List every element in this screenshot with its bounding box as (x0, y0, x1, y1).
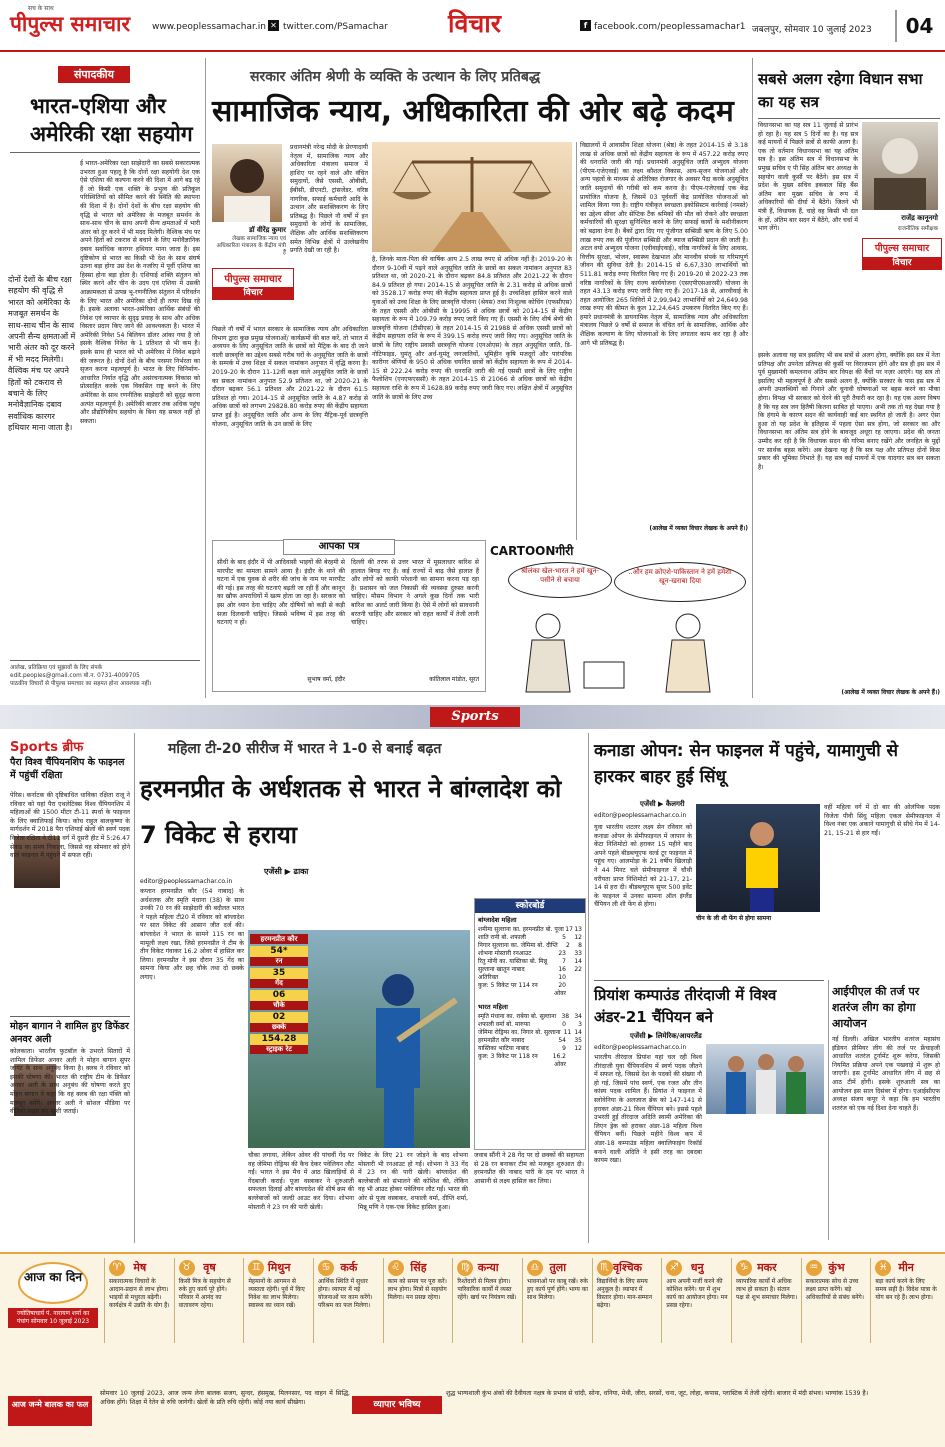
right-vichar-badge (862, 238, 942, 270)
main-col1: प्रधानमंत्री नरेन्द्र मोदी के प्रेरणादायी नेतृत्व में, सामाजिक न्याय और अधिकारिता मंत्रालय समाज में हाशिए पर रहने वाले और वंचित समुदायों, जैसे एससी, ओबीसी, ईबीसी, डीएनटी, ट्रांसजेंडर, वरिष्ठ नागरिक, सफाई कर्मचारी आदि के उत्थान और सशक्तिकरण के लिए प्रतिबद्ध है। पिछले नौ वर्षों में इन समुदायों के लोगों के सामाजिक, शैक्षिक और आर्थिक सशक्तिकरण समेत विभिन्न क्षेत्रों में उल्लेखनीय प्रगति देखी जा रही है। (290, 144, 368, 255)
scoreboard-stat: 20 ओवर (554, 982, 566, 997)
zodiac-symbol-icon: ♍ (457, 1260, 473, 1276)
cartoon-title: CARTOONगीरी (490, 544, 574, 558)
scoreboard-row (475, 974, 585, 982)
masthead-logo: पीपुल्स समाचार (10, 11, 131, 36)
scoreboard-stat: 35 (574, 1037, 582, 1044)
badminton-body2: वहीं महिला वर्ग में दो बार की ओलंपिक पदक विजेता पीवी सिंधु महिला एकल सेमीफाइनल में विश्व नंबर एक अकाने यामागुची से सीधे गेम में 14-21, 15-21 से हार गईं। (824, 804, 940, 837)
rashi-name: मिथुन (267, 1261, 291, 1274)
stat-label: स्ट्राइक रेट (250, 1045, 308, 1054)
rashi-name: कुंभ (828, 1261, 845, 1274)
rashi-text: आर्थिक स्थिति में सुधार होगा। व्यापार में नई योजनाओं पर काम करेंगे। परिश्रम का फल मिलेगा। (318, 1278, 373, 1309)
zodiac-symbol-icon: ♎ (527, 1260, 543, 1276)
scoreboard-stat: 22 (574, 966, 582, 973)
scoreboard-player: शफाली वर्मा बो. मारुफा (478, 1021, 530, 1028)
scoreboard-stat (566, 974, 582, 982)
scoreboard-player: अतिरिक्त (478, 974, 499, 981)
rashi-name: वृष (203, 1261, 216, 1274)
letter-2: दिल्ली की तरफ से उत्तर भारत में मूसलाधार बारिश से हालात बिगड़ गए हैं। कई राज्यों में बाढ़ जैसे हालात हैं और लोगों को काफी परेशानी का सामना करना पड़ रहा है। प्रशासन को जल निकासी की व्यवस्था दुरुस्त करनी चाहिए। मौसम विभाग ने अगले कुछ दिनों तक भारी बारिश का अलर्ट जारी किया है। ऐसे में लोगों को सावधानी बरतनी चाहिए और सरकार को राहत कार्यों में तेजी लानी चाहिए। (351, 559, 479, 627)
rashi-card (452, 1258, 523, 1343)
rashi-text: भावनाओं पर काबू रखें। रुके हुए कार्य पूर्ण होंगे। भाग्य का साथ मिलेगा। (527, 1278, 589, 1301)
rashi-text: मेहमानों के आगमन से व्यस्तता रहेगी। पूर्व में किए निवेश का लाभ मिलेगा। स्वास्थ्य का ध्यान रखें। (248, 1278, 305, 1309)
cricket-body3: विकेट के लिए 21 रन जोड़ने के बाद शोभना मोस्तारी भी रनआउट हो गईं। शोभना ने 33 गेंद में 23 रन की पारी खेली। बांग्लादेश की बल्लेबाजी को संभालने की कोशिश की, लेकिन वह भी आउट होकर पवेलियन लौट गईं। भारत की ओर से पूजा वस्त्राकर, शफाली वर्मा, दीप्ति शर्मा, मिन्नू मणि ने एक-एक विकेट हासिल हुआ। (358, 1152, 468, 1211)
cricket-body4: जवाब सौंनी ने 28 गेंद पर दो छक्कों की सहायता से 28 रन बनाकर टीम को मजबूत शुरुआत दी। हरमनप्रीत की नाबाद पारी के दम पर भारत ने आसानी से लक्ष्य हासिल कर लिया। (474, 1152, 584, 1185)
zodiac-symbol-icon: ♋ (318, 1260, 334, 1276)
rashi-text: विद्यार्थियों के लिए समय अनुकूल है। व्यापार में विस्तार होगा। मान-सम्मान बढ़ेगा। (596, 1278, 653, 1309)
letters-title: आपका पत्र (283, 539, 395, 555)
stat-rows (250, 946, 308, 1054)
scoreboard-row (475, 1021, 585, 1029)
stat-value: 54* (250, 946, 308, 957)
archery-email[interactable]: editor@peoplessamachar.co.in (594, 1044, 687, 1051)
rashi-text: रिश्तेदारों से मिलन होगा। पारिवारिक कार्यों में व्यस्त रहेंगे। खर्च पर नियंत्रण रखें। (457, 1278, 517, 1301)
twitter-icon: ✕ (268, 20, 279, 31)
facebook-link[interactable]: facebook.com/peoplessamachar1 (594, 22, 746, 32)
scoreboard-player: शोभना मोस्तारी रनआउट (478, 950, 532, 957)
scoreboard-title: स्कोरबोर्ड (475, 899, 585, 913)
brief2-body: कोलकाता। भारतीय फुटबॉल के उभरते सितारों में शामिल डिफेंडर अनवर अली ने मोहन बागान सुपर जायंट के साथ अनुबंध किया है। क्लब ने रविवार को इसकी घोषणा की। भारत की राष्ट्रीय टीम के डिफेंडर अनवर अली के साथ अनुबंध की घोषणा करते हुए मोहन बागान ने कहा कि वह क्लब की रक्षा पंक्ति को मजबूत करेंगे। अनवर अली ने सोशल मीडिया पर वीडियो साझा कर खुशी जताई। (10, 1048, 130, 1116)
scoreboard-stat: 14 (574, 1029, 582, 1036)
editorial-footer (10, 664, 200, 688)
cartoon-drawing (488, 606, 750, 692)
horoscope-strip (0, 1252, 945, 1447)
rashi-text: आप अपनी मर्जी करने की कोशिश करेंगे। घर में शुभ कार्य का आयोजन होगा। मन प्रसन्न रहेगा। (666, 1278, 728, 1309)
zodiac-symbol-icon: ♉ (179, 1260, 195, 1276)
scoreboard-row (475, 1053, 585, 1069)
archery-medalists-photo (706, 1044, 824, 1114)
main-col2: है, जिनके माता-पिता की वार्षिक आय 2.5 लाख रुपए से अधिक नहीं है। 2019-20 के दौरान 9-10वीं में पढ़ने वाले अनुसूचित जाति के छात्रों का सकल नामांकन अनुपात 83 प्रतिशत था, जो 2020-21 के दौरान बढ़कर 84.8 प्रतिशत और 2021-22 के दौरान 84.9 प्रतिशत हो गया। 2014-15 से अनुसूचित जाति के 2.31 करोड़ से अधिक छात्रों को 3528.17 करोड़ रुपए की केंद्रीय सहायता प्राप्त हुई है। उच्चशिक्षा हासिल करने वाले युवाओं को उच्च शिक्षा के लिए छात्रवृत्ति योजना (श्रेयस) तथा निःशुल्क कोचिंग (एफसीएस) के तहत एससी और ओबीसी के 19995 से अधिक छात्रों को 2014-15 से केंद्रीय सहायता के रूप में 109.79 करोड़ रुपए जारी किए गए हैं। एससी के लिए शीर्ष श्रेणी की छात्रवृत्ति योजना (टीसीएस) के तहत 2014-15 से 21988 से अधिक एससी छात्रों को केंद्रीय सहायता राशि के रूप में 399.15 करोड़ रुपए जारी किए गए। अनुसूचित जाति के छात्रों के लिए राष्ट्रीय प्रवासी छात्रवृत्ति योजना (एनओएस) के तहत अनुसूचित जाति, डि-नोटिफाइड, घुमंतू और अर्ध-घुमंतू जनजातियों, भूमिहीन कृषि मजदूरों और पारंपरिक कारीगर श्रेणियों के 950 से अधिक चयनित छात्रों को केंद्रीय सहायता के रूप में 2014-15 से 222.24 करोड़ रुपए की धनराशि जारी की गई एससी छात्रों के लिए राष्ट्रीय फैलोशिप (एनएफएससी) के तहत 2014-15 से 21066 से अधिक छात्रों को केंद्रीय सहायता राशि के रूप में 1628.89 करोड़ रुपए जारी किए गए। लक्षित क्षेत्रों में अनुसूचित जाति के छात्रों के लिए उच्च (372, 256, 572, 401)
right-author-photo (862, 122, 938, 210)
rashi-text: बड़ा कार्य करने के लिए समय सही है। विदेश यात्रा के योग बन रहे हैं। लाभ होगा। (875, 1278, 937, 1301)
right-body2: इसके अलावा यह सत्र इसलिए भी सब सत्रों से अलग होगा, क्योंकि इस सत्र में नेता प्रतिपक्ष और उपनेता प्रतिपक्ष की कुर्सी पर विराजमान होंगे और सत्र ही इस सत्र में पूर्व मुख्यमंत्री कमलनाथ अंतिम बार विपक्ष की बैंचों पर नज़र आएंगे। यह सत्र तो इसलिए भी महत्वपूर्ण है और सबसे अलग है, क्योंकि सरकार के पास इस सत्र में अपनी उपलब्धियों को गिनाने और चुनावी घोषणाओं पर बहस करने का मौका होगा। विपक्ष भी सरकार को घेरने की पूरी तैयारी कर रहा है। यह एक अलग विषय है कि यह सत्र जन हितैषी कितना साबित हो पाएगा। अभी तक तो यह देखा गया है कि हंगामे के कारण सदन की कार्यवाही कई बार स्थगित हो जाती है। अगर ऐसा हुआ तो यह प्रदेश के इतिहास में पहला ऐसा सत्र होगा, जो सरकार का और विधानसभा का अंतिम सत्र होने के बावजूद अधूरा रह जाएगा। प्रदेश की जनता उम्मीद कर रही है कि विधायक सदन की गरिमा बनाए रखेंगे और जनहित के मुद्दों पर सार्थक बहस करेंगे। अब देखना यह है कि सत्र पक्ष और प्रतिपक्ष दोनों किस प्रकार की भूमिका निभाते हैं। यह सत्र कई मायनों में एक यादगार सत्र बन सकता है। (758, 352, 940, 471)
cricket-body1: कप्तान हरमनप्रीत कौर (54 नाबाद) के अर्धशतक और स्मृति मंधाना (38) के साथ उनकी 70 रन की साझेदारी की बदौलत भारत ने पहले महिला टी20 में रविवार को बांग्लादेश पर सात विकेट की आसान जीत दर्ज की। बांग्लादेश ने भारत के सामने 115 रन का मामूली लक्ष्य रखा, जिसे हरमनप्रीत ने टीम के तीन विकेट गंवाकर 16.2 ओवर में हासिल कर लिया। हरमनप्रीत ने इस दौरान 35 गेंद का सामना किया और छह चौके तथा दो छक्के लगाए। (140, 888, 244, 981)
scoreboard-player: कुल: 3 विकेट पर 118 रन (478, 1053, 538, 1060)
rashi-card (243, 1258, 314, 1343)
scoreboard-stat: 16 (558, 966, 566, 973)
website-link[interactable]: www.peoplessamachar.in (152, 22, 266, 32)
scoreboard-stat: 23 (558, 950, 566, 957)
right-footer: (आलेख में व्यक्त विचार लेखक के अपने हैं।) (841, 689, 940, 696)
right-vichar-badge-section: विचार (863, 257, 941, 269)
editorial-pullquote: दोनों देशों के बीच रक्षा सहयोग की वृद्धि से भारत को अमेरिका के मजबूत समर्थन के साथ-साथ चीन के साथ अपनी सैन्य क्षमताओं में भारी अंतर को दूर करने में भी मदद मिलेगी। वैश्विक मंच पर अपने हितों को टकराव से बचाने के लिए मनोवैज्ञानिक दबाव सर्वाधिक कारगर हथियार माना जाता है। (8, 275, 76, 433)
badminton-body: युवा भारतीय शटलर लक्ष्य सेन रविवार को कनाडा ओपन के सेमीफाइनल में जापान के केंटा निशिमोटो को हराकर 15 महीने बाद अपने पहले बीडब्ल्यूएफ वर्ल्ड टूर फाइनल में पहुंच गए। आलमोड़ा के 21 वर्षीय खिलाड़ी ने 44 मिनट चले सेमीफाइनल में चौथी वरीयता प्राप्त निशिमोटो को 21-17, 21-14 से हरा दी। बीडब्ल्यूएफ सुपर 500 इवेंट के फाइनल में उनका सामना ऑल इंग्लैंड चैंपियन ली शी फेंग से होगा। (594, 824, 692, 909)
scoreboard-player: शमीमा सुल्ताना का. हरमनप्रीत बो. पूजा (478, 926, 564, 933)
letter-1: सीधी के बाद इंदौर में भी आदिवासी भाइयों की बेरहमी से मारपीट का मामला सामने आया है। इंदौर के थाने की घटना में एक युवक से शरीर की जांच के नाम पर मारपीट की गई। इस तरह की घटनाएं बढ़ती जा रही हैं और कानून का खौफ अपराधियों में खत्म होता जा रहा है। सरकार को इस ओर ध्यान देना चाहिए और दोषियों को कड़ी से कड़ी सजा दिलवानी चाहिए। जिससे भविष्य में इस तरह की घटनाएं न हों। (217, 559, 345, 627)
stat-label: रन (250, 957, 308, 966)
scoreboard-rows-2 (475, 1013, 585, 1069)
business-forecast-tag: व्यापार भविष्य (352, 1396, 442, 1414)
vichar-badge (212, 268, 294, 300)
scoreboard-row (475, 926, 585, 934)
facebook-icon: f (580, 20, 591, 31)
scoreboard-stat: 17 (565, 926, 573, 933)
rashi-card (383, 1258, 454, 1343)
rashi-card (661, 1258, 732, 1343)
scoreboard-player: हरमनप्रीत कौर नाबाद (478, 1037, 525, 1044)
scales-illustration (372, 142, 572, 252)
scoreboard-stat (566, 982, 582, 998)
scoreboard-row (475, 958, 585, 966)
rashi-name: कर्क (340, 1261, 358, 1274)
scoreboard-row (475, 942, 585, 950)
scoreboard-row (475, 966, 585, 974)
sports-banner-label: Sports (430, 707, 520, 727)
rashi-card (731, 1258, 802, 1343)
zodiac-symbol-icon: ♐ (666, 1260, 682, 1276)
zodiac-symbol-icon: ♌ (388, 1260, 404, 1276)
scoreboard-row (475, 1045, 585, 1053)
scoreboard-stat: 7 (562, 958, 566, 965)
editorial-headline: भारत-एशिया और अमेरिकी रक्षा सहयोग (30, 94, 193, 146)
stat-card-title: हरमनप्रीत कौर (250, 934, 308, 944)
rashi-card (313, 1258, 384, 1343)
stat-card (250, 934, 308, 1053)
dateline: जबलपुर, सोमवार 10 जुलाई 2023 (752, 25, 872, 35)
chess-headline: आईपीएल की तर्ज पर शतरंज लीग का होगा आयोजन (832, 985, 920, 1030)
justice-hands-image (372, 142, 572, 252)
main-col1b: पिछले नौ वर्षों में भारत सरकार के सामाजिक न्याय और अधिकारिता विभाग द्वारा कुछ प्रमुख योजनाओं/ कार्यक्रमों की बात करें, तो भारत में अध्ययन के लिए अनुसूचित जाति के छात्रों को मैट्रिक के बाद दी जाने वाली छात्रवृत्ति का उद्देश्य सबसे गरीब घरों के अनुसूचित जाति के छात्रों के सम्पर्क में उच्च शिक्षा में सकल नामांकन अनुपात में वृद्धि करना है। 2019-20 के दौरान 11-12वीं कक्षा वाले अनुसूचित जाति के छात्रों का सकल नामांकन अनुपात 52.9 प्रतिशत था, जो 2020-21 के दौरान बढ़कर 56.1 प्रतिशत और 2021-22 के दौरान 61.5 प्रतिशत हो गया। 2014-15 से अनुसूचित जाति के 4.87 करोड़ से अधिक छात्रों को लगभग 29828.80 करोड़ रुपए की केंद्रीय सहायता प्राप्त हुई है। अनुसूचित जाति और अन्य के लिए मैट्रिक-पूर्व छात्रवृत्ति योजना, अनुसूचित जाति के उन छात्रों के लिए (212, 326, 368, 428)
chess-body: नई दिल्ली। अखिल भारतीय शतरंज महासंघ इंडियन प्रीमियर लीग की तर्ज पर फ्रेंचाइजी आधारित शतरंज टूर्नामेंट शुरू करेगा, जिसकी नियमित प्रक्रिया अपने एक पखवाड़े में शुरू हो जाएगी। इस टूर्नामेंट आधारित लीग में छह से आठ टीमें होंगी। इसके शुरुआती सत्र का आयोजन इस साल दिसंबर में होगा। एआईसीएफ अध्यक्ष संजय कपूर ने कहा कि हम भारतीय शतरंज को एक नई दिशा देना चाहते हैं। (832, 1036, 940, 1112)
scoreboard-player: सुल्ताना खातून नाबाद (478, 966, 525, 973)
badminton-caption: चीन के ली शी फेंग से होगा सामना (696, 915, 771, 922)
section-title: विचार (448, 9, 501, 38)
stat-row (250, 968, 308, 988)
cricket-email[interactable]: editor@peoplessamachar.co.in (140, 878, 233, 885)
sports-brief-label: Sports ब्रीफ (10, 740, 84, 755)
author-photo-illustration (212, 144, 282, 222)
author-desc: लेखक सामाजिक न्याय एवं अधिकारिता मंत्रालय के केंद्रीय मंत्री हैं (216, 236, 286, 256)
editorial-tag: संपादकीय (58, 66, 130, 83)
rashi-name: कन्या (477, 1261, 499, 1274)
main-kicker: सरकार अंतिम श्रेणी के व्यक्ति के उत्थान के लिए प्रतिबद्ध (250, 69, 540, 85)
zodiac-symbol-icon: ♈ (109, 1260, 125, 1276)
scoreboard-player: शाति रानी बो. शफाली (478, 934, 526, 941)
cricket-headline: हरमनप्रीत के अर्धशतक से भारत ने बांग्लादेश को 7 विकेट से हराया (140, 775, 562, 849)
rashi-text: व्यापारिक कार्यों में अधिक लाभ हो सकता है। संतान पक्ष से शुभ समाचार मिलेगा। (736, 1278, 798, 1301)
rashi-card (174, 1258, 245, 1343)
rashi-card (104, 1258, 175, 1343)
rashi-name: सिंह (410, 1261, 427, 1274)
main-col3-footer: (आलेख में व्यक्त विचार लेखक के अपने हैं।) (649, 525, 748, 532)
scoreboard-row (475, 1037, 585, 1045)
author-name: डॉ वीरेंद्र कुमार (249, 226, 286, 234)
main-headline: सामाजिक न्याय, अधिकारिता की ओर बढ़े कदम (212, 94, 734, 129)
zodiac-symbol-icon: ♒ (806, 1260, 822, 1276)
scoreboard-stat: 16.2 ओवर (552, 1053, 566, 1068)
scoreboard-stat: 0 (562, 1021, 566, 1028)
scoreboard-stat: 11 (563, 1029, 572, 1036)
letters-box (212, 540, 486, 692)
page-number: 04 (895, 10, 942, 42)
badminton-dateline: एजेंसी ▶ कैलगरी (640, 800, 685, 808)
stat-row (250, 990, 308, 1010)
rashi-grid (104, 1258, 940, 1344)
scoreboard-player: जेमिमा रोड्रिग्स का. निगार बो. सुल्ताना (478, 1029, 561, 1036)
cricket-dateline: एजेंसी ▶ ढाका (264, 867, 309, 876)
editorial-body: ई भारत-अमेरिका रक्षा साझेदारी का सबसे सकारात्मक उभरता हुआ पहलू है कि दोनों रक्षा सहयोगी देश एक ऐसे एशिया की कल्पना करने की दिशा में आगे बढ़ रहे हैं जो किसी एक शक्ति के प्रभुत्व की प्रतिकूल परिस्थितियों को सीमित करने की स्थिति की स्थापना की दिशा में है। दोनों देशों के बीच रक्षा सहयोग की वृद्धि से भारत को अमेरिका के मजबूत समर्थन के साथ-साथ चीन के साथ अपनी सैन्य क्षमताओं में भारी अंतर को दूर करने में भी मदद मिलेगी। वैश्विक मंच पर अपने हितों को टकराव से बचाने के लिए मनोवैज्ञानिक दबाव सर्वाधिक कारगर हथियार माना जाता है। इस दृष्टिकोण से भारत का किसी भी देश के साथ संघर्ष उतना बड़ा होगा उस देश के नजरिए में पूर्वी एशिया का हिस्सा होना बड़ा होता है। एशियाई शक्ति संतुलन को स्थिर करने और चीन के उदय एवं एशिया में उसकी आक्रामकता से उत्पन्न भू-रणनीतिक संतुलन में परिवर्तन के लिए भारत और अमेरिका दोनों ही तत्पर दिख रहे हैं। इसके अलावा भारत-अमेरिका आर्थिक संबंधों की निवेश एवं व्यापार के सुदृढ़ प्रवाह के साथ और अधिक विस्तार प्रदान किए जाने की आवश्यकता है। भारत में अमेरिकी निवेश 54 बिलियन डॉलर आंका गया है जो इसके वैश्विक निवेश के 1 प्रतिशत से भी कम है। इसके साथ ही भारत को भी अमेरिका में निवेश बढ़ाने की जरूरत है। दोनों देशों के बीच परस्पर निर्भरता का सृजन करना महत्वपूर्ण है। भारत के लिए विनिर्माण-आधारित निर्यात वृद्धि और असंरचनात्मक विकास को प्रोत्साहित करके एक विकसित राष्ट्र बनने के लिए अमेरिका के साथ रणनीतिक साझेदारी को सुदृढ़ करना अत्यंत महत्वपूर्ण है। अमेरिकी बाजार तक अधिक पहुंच और प्रौद्योगिकीय सहयोग के बिना यह सफल नहीं हो सकता। (80, 160, 200, 425)
lakshya-sen-photo (696, 804, 820, 912)
stat-row (250, 1034, 308, 1054)
cartoon-bubble-2: ..और हम क्रोएशे-पाकिस्तान ने हमें हमेशा खून-खराबा दिया (614, 562, 746, 602)
right-vichar-badge-logo: पीपुल्स समाचार (874, 243, 930, 254)
right-body1: विधानसभा का यह सत्र 11 जुलाई से प्रारंभ हो रहा है। यह सत्र 5 दिनों का है। यह सत्र कई मायनों में पिछले सत्रों से काफी अलग है। एक तो वर्तमान विधानसभा का यह अंतिम सत्र है। इस अंतिम सत्र में विधानसभा के प्रमुख सचिव ए पी सिंह अंतिम बार अध्यक्ष के सहयोग वाली कुर्सी पर बैठेंगे। इस सत्र में प्रदेश के मुख्य सचिव इकबाल सिंह बैंस अंतिम बार मुख्य सचिव के रूप में अधिकारियों की दीर्घा में बैठेंगे। जितने भी मंत्री हैं, विधायक हैं, चाहे वह किसी भी दल के हों, अंतिम बार सदन में बैठेंगे, और चर्चा में भाग लेंगे। (758, 122, 858, 233)
cricket-body2: चौका लगाया, लेकिन ओवर की पांचवीं गेंद पर वह जेमिमा रोड्रिग्स की कैच देकर पवेलियन लौट गईं। भारत ने इस मैच में आठ खिलाड़ियों से गेंदबाजी कराई। पूजा वस्त्राकर ने शुरुआती सफलता दिलाई और बांग्लादेश की शीर्ष क्रम की बल्लेबाजों को जल्दी आउट कर दिया। शोभना मोस्तारी ने 23 रन की पारी खेली। (248, 1152, 354, 1211)
scoreboard-team2: भारत महिला (478, 1003, 508, 1011)
scoreboard-player: कुल: 5 विकेट पर 114 रन (478, 982, 538, 989)
right-author-name: राजेंद्र कानूनगो (901, 214, 938, 222)
stat-value: 02 (250, 1012, 308, 1023)
scoreboard-stat: 9 (562, 1045, 566, 1052)
scoreboard-row (475, 1029, 585, 1037)
right-headline: सबसे अलग रहेगा विधान सभा का यह सत्र (758, 70, 923, 111)
scoreboard-stat: 33 (574, 950, 582, 957)
rashi-name: धनु (690, 1261, 704, 1274)
scoreboard-stat: 14 (574, 958, 582, 965)
zodiac-symbol-icon: ♊ (248, 1260, 264, 1276)
rashi-name: मकर (757, 1261, 777, 1274)
zodiac-symbol-icon: ♓ (875, 1260, 891, 1276)
cricket-kicker: महिला टी-20 सीरीज में भारत ने 1-0 से बनाई बढ़त (168, 741, 442, 757)
vichar-badge-section: विचार (213, 287, 293, 299)
badminton-player-illustration (696, 804, 820, 912)
rashi-text: किसी मित्र के सहयोग से रुके हुए कार्य पूरे होंगे। परिवार में आनंद का वातावरण रहेगा। (178, 1278, 231, 1309)
cartoon-bubble-1: श्रीलंका खेल-भारत ने हमें खून-पसीने से बचाया (508, 562, 612, 598)
scoreboard-stat: 2 (566, 942, 570, 949)
sports-brief-tag (10, 736, 130, 756)
cartoon-panel (488, 540, 750, 692)
twitter-link[interactable]: twitter.com/PSamachar (283, 22, 388, 32)
sports-banner (0, 705, 945, 729)
scoreboard-player: रितु मोनी का. यास्तिका बो. मिन्नू (478, 958, 548, 965)
rashi-name: मीन (898, 1261, 914, 1274)
brief1-body: पेरिस। कर्नाटक की दृष्टिबाधित धाविका रक्षिता राजू ने रविवार को यहां पैरा एथलेटिक्स विश्व चैंपियनशिप में महिलाओं की 1500 मीटर टी-11 स्पर्धा के फाइनल के लिए क्वालिफाई किया। कोच राहुल बालकृष्णा के मार्गदर्शन में 2018 पैरा एशियाई खेलों की स्वर्ण पदक विजेता रक्षिता ने टी11 वर्ग में दूसरी हीट में 5:26.47 सेकंड का समय निकाला, जिससे वह सोमवार को होने वाले फाइनल में पहुंचने में सफल रहीं। (10, 792, 130, 860)
right-author-illustration (862, 122, 938, 210)
scoreboard-stat: 12 (574, 934, 582, 941)
scoreboard-stat: 38 (561, 1013, 570, 1020)
stat-value: 06 (250, 990, 308, 1001)
letter-1-signature: सुभाष वर्मा, इंदौर (307, 676, 345, 683)
business-forecast-text: शुद्ध भाग्यशाली कुंभ अंको की दैवीयता नक्षत्र के प्रभाव से चांदी, सोना, धनिया, मेथी, जीरा, सरसों, चना, जूट, लोहा, कपास, प्लास्टिक में तेजी रहेगी। बाजार में मंदी संभव। भाग्यांक 1539 है। (446, 1390, 869, 1397)
scoreboard-stat: 34 (574, 1013, 582, 1020)
rashi-text: सकारात्मक सोच से उच्च लक्ष्य प्राप्त करेंगे। बड़े अधिकारियों से संबंध बनेंगे। (805, 1278, 865, 1301)
letter-2-signature: कांतिलाल मांडोत, सूरत (429, 676, 479, 683)
stat-label: छक्के (250, 1023, 308, 1032)
scoreboard-row (475, 934, 585, 942)
author-photo (212, 144, 282, 222)
scoreboard-player: यास्तिका भाटिया नाबाद (478, 1045, 529, 1052)
scoreboard-player: निगार सुल्ताना का. जेमिमा बो. दीप्ति (478, 942, 558, 949)
born-today-tag: आज जन्मे बालक का फल (8, 1396, 92, 1426)
zodiac-symbol-icon: ♏ (597, 1260, 613, 1276)
panchang-text: ज्योतिषाचार्य पं. नारायण शर्मा का पंचांग सोमवार 10 जुलाई 2023 (8, 1308, 98, 1328)
masthead-tagline: सच के साथ (28, 5, 54, 12)
rashi-name: मेष (133, 1261, 147, 1274)
scoreboard-row (475, 950, 585, 958)
archery-dateline: एजेंसी ▶ लिमेरिक/आयरलैंड (630, 1032, 702, 1040)
scoreboard-row (475, 1013, 585, 1021)
brief2-headline: मोहन बागान ने शामिल हुए डिफेंडर अनवर अली (10, 1021, 129, 1045)
scoreboard-stat: 12 (574, 1045, 582, 1052)
masthead (0, 0, 945, 52)
aaj-ka-din-badge (8, 1262, 98, 1340)
scoreboard-stat: 10 (558, 974, 566, 981)
stat-label: गेंद (250, 979, 308, 988)
rashi-card (522, 1258, 593, 1343)
stat-row (250, 1012, 308, 1032)
rashi-card (870, 1258, 941, 1343)
editorial-footer-disclaimer: पाठकीय विचारों से पीपुल्स समाचार का सहमत होना आवश्यक नहीं। (10, 681, 152, 687)
scoreboard-rows-1 (475, 926, 585, 998)
scoreboard (474, 898, 586, 1150)
stat-value: 154.28 (250, 1034, 308, 1045)
right-author-desc: राजनीतिक समीक्षक (897, 226, 938, 232)
archery-body: भारतीय तीरंदाज प्रियांश यहां चल रही विश्व तीरंदाजी युवा चैंपियनशिप में स्वर्ण पदक जीतने में सफल रहे, जिससे देश के पदकों की संख्या नौ हो गई, जिसमें पांच स्वर्ण, एक रजत और तीन कांस्य पदक शामिल हैं। प्रियांश ने फाइनल में स्लोवेनिया के अलजाज ब्रेंक को 147-141 से हराकर अंडर-21 विश्व चैंपियन बने। इससे पहले उभरती हुई तीरंदाज अदिति स्वामी अमेरिका की लिएन ड्रेक को हराकर अंडर-18 महिला विश्व चैंपियन बनीं। पिछले महीने विश्व कप में अंडर-18 कम्पाउंड महिला क्वालिफाइंग रिकॉर्ड बनाने वाली अदिति ने इसी तरह का दबदबा कायम रखा। (594, 1054, 702, 1165)
rashi-card (801, 1258, 872, 1343)
scoreboard-player: स्मृति मंधाना का. राबेया बो. सुल्ताना (478, 1013, 557, 1020)
main-col3: विद्यालयों में आवासीय शिक्षा योजना (श्रेष्ठ) के तहत 2014-15 से 3.18 लाख से अधिक छात्रों को केंद्रीय सहायता के रूप में 457.22 करोड़ रुपए की धनराशि जारी की गई। प्रधानमंत्री अनुसूचित जाति अभ्युदय योजना (पीएम-एजेएवाई) का लक्ष्य कौशल विकास, आय-सृजन योजनाओं और अन्य पहलों के माध्यम से अतिरिक्त रोजगार के अवसर पैदा करके अनुसूचित जाति समुदायों की गरीबी को कम करना है। पीएम-एजेएवाई एक केंद्र प्रायोजित योजना है, जिसमें 03 पूर्ववर्ती केंद्र प्रायोजित योजनाओं को शामिल किया गया है। राष्ट्रीय यंत्रीकृत स्वच्छता इकोसिस्टम कार्रवाई (नमस्ते) का उद्देश्य सीवर और सेप्टिक टैंक श्रमिकों की मौत को रोकने और स्वच्छता कर्मचारियों की सुरक्षा सुनिश्चित करने के लिए सफाई कार्यों के मशीनीकरण को बढ़ावा देना है। बैंकों द्वारा दिए गए पूंजीगत सब्सिडी ऋण के लिए 5.00 लाख रुपए तक की पूंजीगत सब्सिडी और ब्याज सब्सिडी प्रदान की जाती है। अटल वयो अभ्युदय योजना (एवीवाईएवाई), वरिष्ठ नागरिकों के लिए आवास, वित्तीय सुरक्षा, भोजन, स्वास्थ्य देखभाल और मानवीय संपर्क या गरिमापूर्ण जीवन की सुविधा देती है। 2014-15 से 6,67,330 लाभार्थियों को 511.81 करोड़ रुपए वितरित किए गए हैं। 2019-20 से 2022-23 तक वरिष्ठ नागरिकों के लिए राज्य कार्ययोजना (एसएपीएसआरसी) योजना के तहत 43.13 करोड़ रुपए जारी किए गए हैं। 2017-18 से, आरवीवाई के तहत आयोजित 265 शिविरों में 2,99,942 लाभार्थियों को 24,649.98 लाख रुपए की कीमत के कुल 12,24,645 उपकरण वितरित किए गए हैं। हमारे प्रधानमंत्री के डायनामिक नेतृत्व में, सामाजिक न्याय और अधिकारिता मंत्रालय पिछले 9 वर्षों से समाज के वंचित वर्ग के सामाजिक, आर्थिक और शैक्षिक कल्याण के लिए योजनाओं के लिए लगातार काम कर रहा है और आगे भी प्रतिबद्ध है। (580, 142, 748, 347)
scoreboard-team: बांग्लादेश महिला (478, 916, 517, 924)
scoreboard-stat: 5 (562, 934, 566, 941)
rashi-name: वृश्चिक (612, 1261, 643, 1274)
aaj-ka-din-title: आज का दिन (18, 1262, 88, 1304)
rashi-card (592, 1258, 663, 1343)
scoreboard-stat: 13 (574, 926, 582, 933)
brief1-headline: पैरा विश्व चैंपियनशिप के फाइनल में पहुंचीं रक्षिता (10, 757, 125, 781)
scoreboard-row (475, 982, 585, 998)
zodiac-symbol-icon: ♑ (736, 1260, 752, 1276)
scoreboard-stat: 54 (558, 1037, 566, 1044)
scoreboard-stat (566, 1053, 582, 1069)
stat-label: चौके (250, 1001, 308, 1010)
born-today-text: सोमवार 10 जुलाई 2023, आज जन्म लेना बालक सजग, सुन्दर, हंसमुख, मिलनसार, पद वाहन में सिद्धि, अधिक होंगे। शिक्षा में रेतेन से रुचि जागेगी। खेलों के प्रति रुचि रहेगी। कोई नया कार्य सीखेगा। (100, 1390, 350, 1406)
stat-row (250, 946, 308, 966)
stat-value: 35 (250, 968, 308, 979)
badminton-headline: कनाडा ओपन: सेन फाइनल में पहुंचे, यामागुची से हारकर बाहर हुई सिंधू (594, 741, 899, 787)
vichar-badge-logo: पीपुल्स समाचार (224, 274, 282, 285)
rashi-name: तुला (549, 1261, 567, 1274)
badminton-email[interactable]: editor@peoplessamachar.co.in (594, 812, 687, 819)
scoreboard-stat: 8 (578, 942, 582, 949)
editorial-footer-email[interactable]: edit.peoples@gmail.com बो.न. 0731-4009705 (10, 673, 140, 679)
rashi-text: सकारात्मक विचारों के आदान-प्रदान से लाभ होगा। भाइयों से मधुरता बढ़ेगी। कार्यक्षेत्र में उन्नति के योग हैं। (109, 1278, 170, 1309)
scoreboard-stat: 3 (578, 1021, 582, 1028)
editorial-footer-line1: आलेख, प्रतिक्रिया एवं सुझावों के लिए संपर्क (10, 665, 103, 671)
rashi-text: काम को समय पर पूरा करें। लाभ होगा। मित्रों से सहयोग मिलेगा। मन प्रसन्न रहेगा। (387, 1278, 447, 1301)
archery-headline: प्रियांश कम्पाउंड तीरंदाजी में विश्व अंडर-21 चैंपियन बने (594, 986, 777, 1026)
medalists-illustration (706, 1044, 824, 1114)
